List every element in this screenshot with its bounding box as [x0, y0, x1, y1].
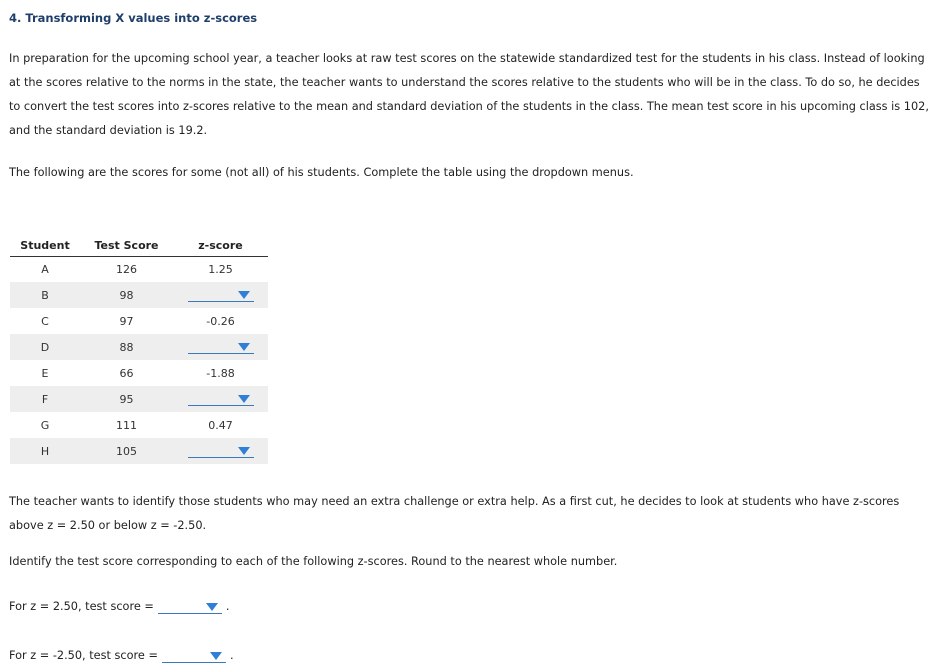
table-row: [10, 360, 268, 386]
z-score-dropdown-b[interactable]: [188, 288, 254, 302]
table-row: [10, 386, 268, 412]
instructions-paragraph: The following are the scores for some (not all) of his students. Complete the table using the dropdown menus.: [9, 166, 634, 179]
student-cell: D: [10, 334, 80, 360]
question-z-positive: [9, 600, 229, 614]
student-cell: E: [41, 366, 49, 380]
z-score-cell: 0.47: [208, 418, 233, 432]
table-row: [10, 256, 268, 282]
student-cell: G: [40, 418, 50, 432]
question-z-negative: [9, 649, 234, 663]
question-prefix: For z = -2.50, test score =: [9, 649, 158, 662]
z-score-dropdown-h[interactable]: [188, 444, 254, 458]
intro-paragraph: In preparation for the upcoming school year, a teacher looks at raw test scores on the statewide standardized test for the students in his class. Instead of looking at the scores relative to the norms in the state, the teacher wants to understand the scores relative to the students who will be in the class. To do so, he decides to convert the test scores into z-scores relative to the mean and standard deviation of the students in the class. The mean test score in his upcoming class is 102, and the standard deviation is 19.2.: [9, 52, 929, 137]
z-score-cell: [173, 282, 268, 308]
dropdown-arrow-icon: [210, 652, 222, 660]
dropdown-arrow-icon: [238, 447, 250, 455]
table-row: [10, 308, 268, 334]
scores-table: [10, 236, 268, 464]
student-cell: B: [10, 282, 80, 308]
z-score-dropdown-d[interactable]: [188, 340, 254, 354]
table-row: [10, 412, 268, 438]
dropdown-arrow-icon: [238, 291, 250, 299]
score-cell: 98: [80, 282, 173, 308]
score-cell: 126: [116, 262, 137, 276]
score-cell: 105: [80, 438, 173, 464]
test-score-dropdown-z-negative[interactable]: [162, 649, 226, 663]
test-score-dropdown-z-positive[interactable]: [158, 600, 222, 614]
table-row: [10, 438, 268, 464]
table-header-row: [10, 236, 268, 256]
question-suffix: .: [229, 649, 234, 662]
header-z-score: z-score: [173, 236, 268, 256]
question-suffix: .: [225, 600, 230, 613]
question-title: 4. Transforming X values into z-scores: [9, 11, 258, 25]
score-cell: 95: [80, 386, 173, 412]
student-cell: A: [41, 262, 49, 276]
table-row: [10, 282, 268, 308]
z-score-cell: 1.25: [208, 262, 233, 276]
score-cell: 88: [80, 334, 173, 360]
z-score-cell: -1.88: [206, 366, 235, 380]
dropdown-arrow-icon: [238, 343, 250, 351]
z-score-cell: [173, 438, 268, 464]
z-score-cell: [173, 386, 268, 412]
student-cell: H: [10, 438, 80, 464]
student-cell: F: [10, 386, 80, 412]
dropdown-arrow-icon: [238, 395, 250, 403]
question-prefix: For z = 2.50, test score =: [9, 600, 154, 613]
header-test-score: Test Score: [80, 236, 173, 256]
z-score-dropdown-f[interactable]: [188, 392, 254, 406]
score-cell: 97: [119, 314, 134, 328]
z-score-cell: -0.26: [206, 314, 235, 328]
z-score-cell: [173, 334, 268, 360]
table-row: [10, 334, 268, 360]
identify-paragraph: Identify the test score corresponding to each of the following z-scores. Round to the nearest whole number.: [9, 555, 618, 568]
header-student: Student: [10, 236, 80, 256]
score-cell: 111: [116, 418, 137, 432]
student-cell: C: [41, 314, 49, 328]
dropdown-arrow-icon: [206, 603, 218, 611]
score-cell: 66: [119, 366, 134, 380]
challenge-paragraph: The teacher wants to identify those students who may need an extra challenge or extra help. As a first cut, he decides to look at students who have z-scores above z = 2.50 or below z = -2.50.: [9, 495, 900, 532]
